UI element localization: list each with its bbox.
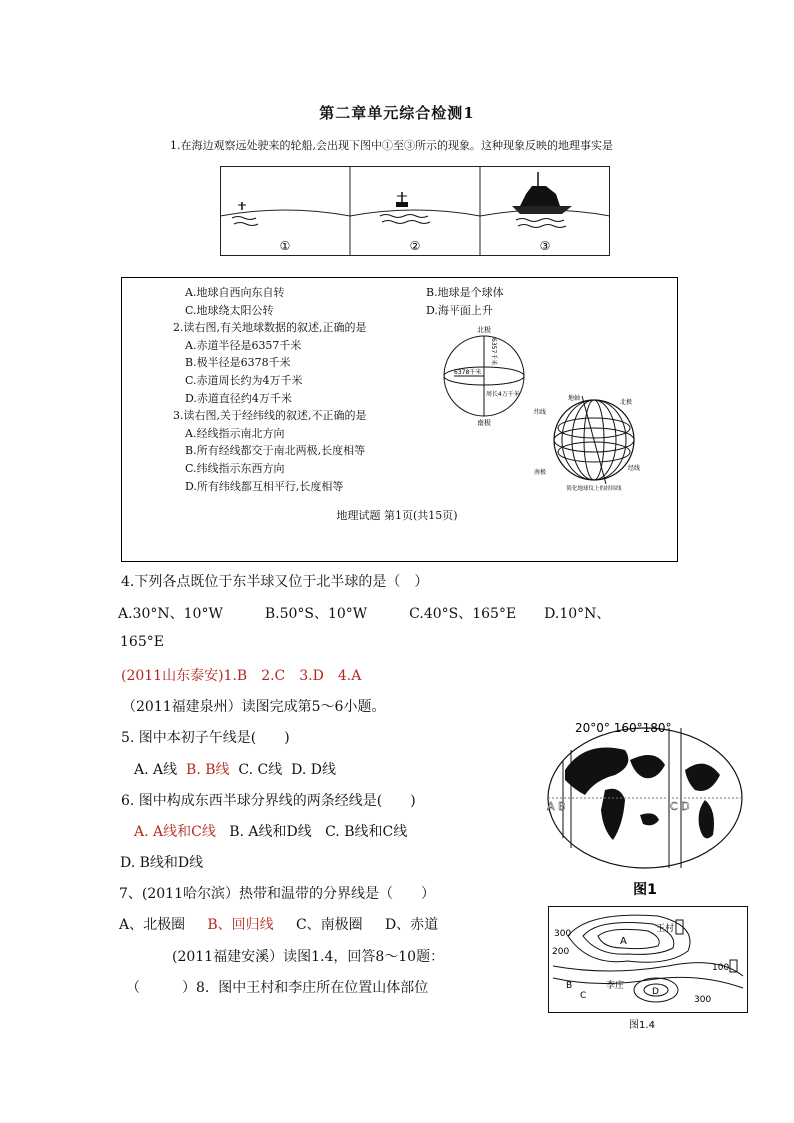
lizhuang-label: 李庄 [606,981,625,991]
q2-stem: 2.读右图,有关地球数据的叙述,正确的是 [173,321,367,335]
contour-100: 100 [712,963,730,973]
q6-options [134,821,407,841]
globe2-longitude: 经线 [628,465,641,472]
contour-map-figure [548,906,748,1030]
map14-caption: 图1.4 [629,1020,655,1030]
q5-options [134,759,336,779]
q7-option-a: A、北极圈 [119,917,186,933]
q2-option-c: C.赤道周长约为4万千米 [185,373,303,387]
scan-right-options [426,284,504,319]
graticule-globe-figure [532,392,652,492]
panel-label-1: ① [279,239,291,253]
scan-left-column [173,284,415,495]
q8-answer-blank: （ ）8. [126,980,210,996]
page-title: 第二章单元综合检测1 [319,104,475,122]
q7-option-d: D、赤道 [384,917,439,933]
q5-option-d: D. D线 [291,762,337,778]
q6-option-d: D. B线和D线 [120,855,204,871]
q8-stem: 图中王村和李庄所在位置山体部位 [218,980,429,996]
globe1-circumference: 周长4万千米 [486,391,520,398]
q1-option-b: B.地球是个球体 [426,286,504,299]
contour-200: 200 [552,947,570,957]
panel-label-2: ② [409,239,421,253]
map1-caption: 图1 [633,882,657,898]
q6-option-b: B. A线和D线 [229,824,312,840]
answer-key: (2011山东泰安)1.B 2.C 3.D 4.A [121,668,362,684]
q3-option-a: A.经线指示南北方向 [185,426,285,440]
q3-stem: 3.读右图,关于经纬线的叙述,不正确的是 [173,409,367,423]
q6-option-a: A. A线和C线 [134,824,216,840]
scan-footer: 地理试题 第1页(共15页) [336,509,458,522]
point-b: B [566,981,573,991]
q3-option-c: C.纬线指示东西方向 [185,461,285,475]
panel-label-3: ③ [539,239,551,253]
ship-figure [220,166,610,256]
q2-option-b: B.极半径是6378千米 [185,356,291,370]
q5-option-b: B. B线 [186,762,230,778]
contour-300-top: 300 [554,929,572,939]
globe1-north: 北极 [477,326,491,334]
q3-option-d: D.所有纬线都互相平行,长度相等 [185,479,344,493]
q6-stem: 6. 图中构成东西半球分界线的两条经线是( ) [121,793,416,809]
q4-stem: 4.下列各点既位于东半球又位于北半球的是（ ） [121,574,429,590]
q1-option-c: C.地球绕太阳公转 [185,303,274,317]
point-a: A [620,936,627,947]
q1-stem: 1.在海边观察远处驶来的轮船,会出现下图中①至③所示的现象。这种现象反映的地理事实是 [170,139,613,152]
q7-options [119,914,438,934]
map1-top-labels: 20°0° 160°180° [575,721,672,735]
quanzhou-intro: （2011福建泉州）读图完成第5～6小题。 [122,699,386,715]
q2-option-d: D.赤道直径约4万千米 [185,391,292,405]
map1-right-labels: C D [670,800,690,813]
q3-option-b: B.所有经线都交于南北两极,长度相等 [185,444,366,458]
q4-options-cont: 165°E [120,634,164,650]
point-d: D [652,987,659,997]
q7-option-b: B、回归线 [207,917,274,933]
q7-stem: 7、(2011哈尔滨）热带和温带的分界线是（ ） [119,886,435,902]
point-c: C [580,991,587,1001]
globe1-south: 南极 [477,419,491,427]
globe1-equatorial-radius: 6378千米 [454,369,482,376]
globe2-latitude: 纬线 [534,409,547,416]
wangcun-label: 王村 [656,924,675,934]
globe1-polar-radius: 6357千米 [490,338,497,366]
q8-line [126,977,428,997]
q5-stem: 5. 图中本初子午线是( ) [121,730,290,746]
q6-option-c: C. B线和C线 [325,824,408,840]
q1-option-a: A.地球自西向东自转 [185,286,285,299]
globe2-south: 南极 [534,469,547,476]
globe2-north: 北极 [620,399,633,406]
q1-option-d: D.海平面上升 [426,303,493,317]
q4-options: A.30°N、10°W B.50°S、10°W C.40°S、165°E D.10°N、 [118,606,611,622]
map1-left-labels: A B [547,800,566,813]
globe2-caption: 简化地球仪上的经纬线 [566,486,622,492]
q7-option-c: C、南极圈 [295,917,363,933]
q2-option-a: A.赤道半径是6357千米 [185,338,302,352]
contour-300-bottom: 300 [694,995,712,1005]
anxi-intro: (2011福建安溪）读图1.4，回答8～10题： [172,949,445,965]
q5-option-a: A. A线 [134,762,178,778]
q5-option-c: C. C线 [238,762,283,778]
world-map-figure [545,720,745,900]
globe-dimensions-figure [440,318,540,428]
globe2-axis: 地轴 [568,395,581,402]
